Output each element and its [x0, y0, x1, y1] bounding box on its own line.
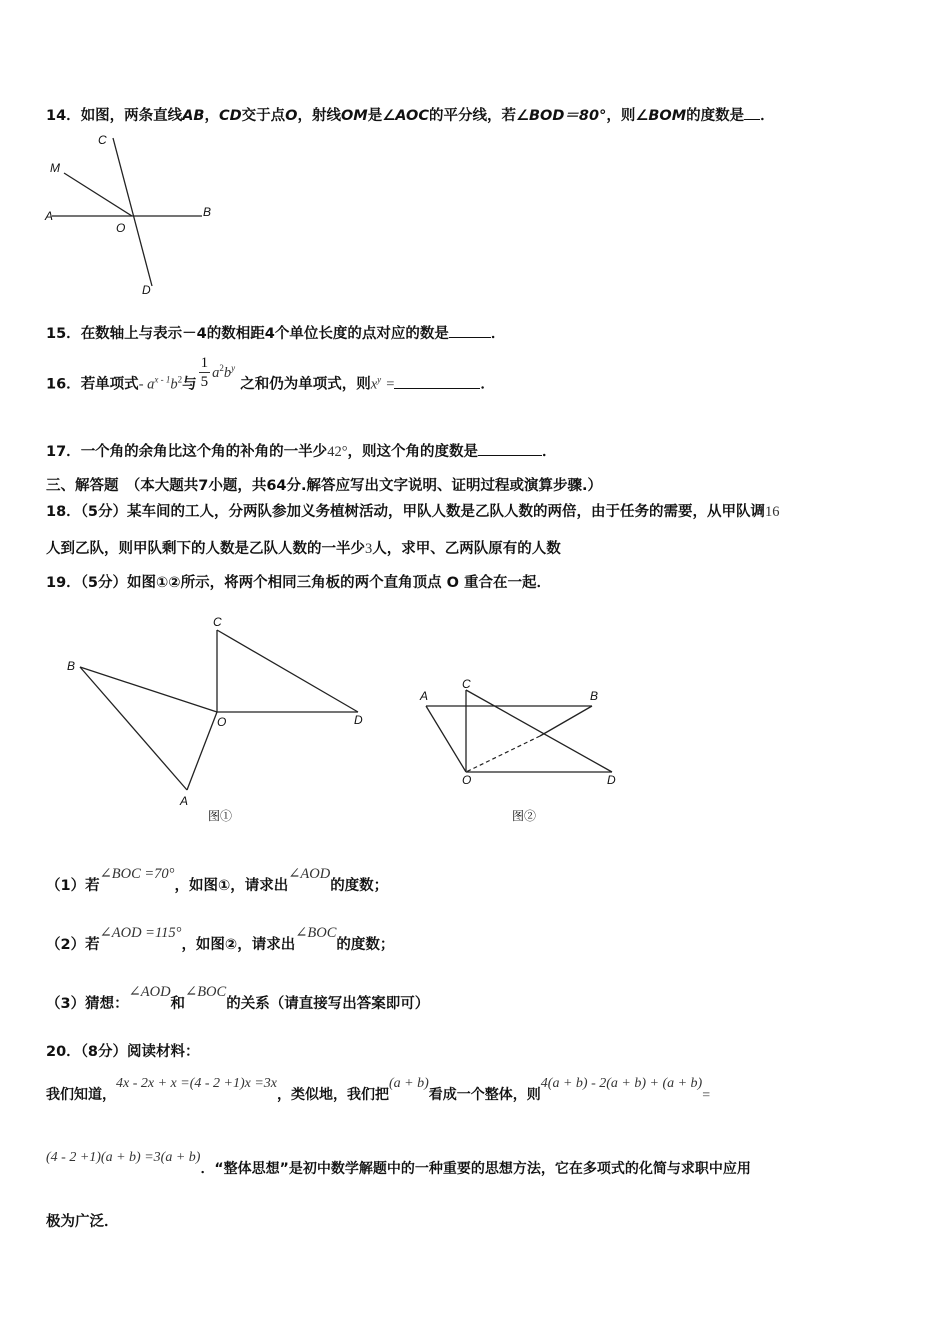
q14-text: 交于点 — [241, 108, 286, 124]
label-d: D — [142, 283, 151, 297]
q18-score: （5分） — [80, 504, 128, 520]
segment-ob-solid — [540, 706, 592, 736]
q14-angle-bom: ∠BOM — [635, 108, 687, 124]
q17-answer-blank — [478, 443, 542, 456]
q16-expr1: - a — [138, 376, 155, 393]
segment-ao — [426, 706, 466, 772]
q14-answer-blank — [744, 107, 760, 120]
q20-text: 看成一个整体，则 — [428, 1087, 541, 1103]
q19-score: （5分） — [80, 575, 128, 591]
part-label: （2）若 — [46, 937, 100, 953]
segment-oa — [187, 712, 217, 790]
q16-exp1: x - 1 — [154, 374, 171, 385]
fraction-numerator: 1 — [200, 355, 209, 371]
label-o: O — [462, 773, 472, 787]
q16-xy: x — [370, 376, 378, 393]
part-text: ，如图②，请求出 — [181, 937, 296, 953]
fraction-denominator: 5 — [200, 374, 209, 390]
q14-text: 的平分线，若 — [429, 108, 516, 124]
q19-number: 19． — [46, 575, 81, 591]
q17-stem — [46, 440, 557, 461]
part-end: 的关系（请直接写出答案即可） — [226, 996, 430, 1012]
q16-fraction — [199, 354, 211, 391]
ray-om — [64, 173, 132, 216]
label-m: M — [50, 161, 60, 175]
label-c: C — [98, 133, 107, 147]
section3-heading: 三、解答题 （本大题共7小题，共64分.解答应写出文字说明、证明过程或演算步骤.） — [46, 478, 603, 494]
label-a: A — [45, 209, 54, 223]
label-d: D — [607, 773, 616, 787]
q16-exp2b: y — [231, 362, 236, 373]
part-end: 的度数； — [330, 878, 389, 894]
label-c: C — [213, 615, 222, 629]
q16-b1exp: 2 — [177, 374, 183, 385]
q18-n3: 3 — [365, 541, 373, 557]
q17-text: 一个角的余角比这个角的补角的一半少 — [80, 444, 328, 460]
q19-part1 — [46, 866, 389, 895]
q16-b1: b — [170, 376, 178, 393]
label-o: O — [217, 715, 227, 729]
label-a: A — [420, 689, 429, 703]
q20-line3 — [46, 1210, 119, 1231]
q20-stem — [46, 1040, 200, 1061]
q16-expr2: a — [212, 364, 220, 381]
q14-angle-aoc: ∠AOC — [382, 108, 429, 124]
q19-text: 如图①②所示，将两个相同三角板的两个直角顶点 O 重合在一起． — [127, 575, 552, 591]
q18-number: 18． — [46, 504, 81, 520]
q18-line2 — [46, 537, 561, 558]
q15-answer-blank — [449, 325, 491, 338]
q20-line2 — [46, 1150, 751, 1178]
q20-eq2: 4(a + b) - 2(a + b) + (a + b) — [540, 1076, 703, 1091]
q18-text: 人到乙队，则甲队剩下的人数是乙队人数的一半少 — [46, 541, 365, 557]
label-a: A — [180, 794, 189, 808]
label-b: B — [67, 659, 76, 673]
part-angle-a: ∠AOD — [128, 984, 171, 1000]
q16-eq: = — [386, 376, 395, 393]
fig1-caption: 图① — [208, 809, 233, 823]
q17-end: ． — [542, 444, 557, 460]
q20-eq2-end: = — [702, 1088, 711, 1103]
label-b: B — [203, 205, 212, 219]
q14-text: ，则 — [606, 108, 636, 124]
segment-cd — [217, 630, 358, 712]
q18-text: 人，求甲、乙两队原有的人数 — [372, 541, 561, 557]
q19-figure-2 — [412, 676, 632, 826]
q20-ab: (a + b) — [389, 1076, 429, 1091]
part-label: （3）猜想： — [46, 996, 129, 1012]
q16-text: 与 — [182, 376, 197, 393]
q18-n16: 16 — [765, 504, 780, 520]
q18-text: 某车间的工人，分两队参加义务植树活动，甲队人数是乙队人数的两倍，由于任务的需要，从甲队调 — [127, 504, 766, 520]
q14-number: 14． — [46, 108, 81, 124]
part-condition: ∠AOD =115° — [99, 925, 182, 941]
q18-line1 — [46, 500, 780, 521]
q20-title: 阅读材料： — [127, 1044, 200, 1060]
q14-stem — [46, 104, 775, 125]
q14-o: O — [285, 108, 298, 124]
q15-stem — [46, 322, 505, 343]
q20-text: ．“整体思想”是初中数学解题中的一种重要的思想方法，它在多项式的化简与求职中应用 — [200, 1161, 751, 1177]
q14-om: OM — [340, 108, 368, 124]
q20-text: 极为广泛． — [46, 1214, 119, 1230]
q17-number: 17． — [46, 444, 81, 460]
q16-number: 16． — [46, 376, 81, 393]
part-angle-b: ∠BOC — [185, 984, 227, 1000]
q19-figure-1 — [60, 612, 380, 827]
part-text: ，如图①，请求出 — [174, 878, 289, 894]
segment-ba — [80, 667, 187, 790]
q15-number: 15． — [46, 326, 81, 342]
q15-end: ． — [490, 326, 506, 342]
q16-text: 若单项式 — [80, 376, 139, 393]
q14-text: 的度数是 — [686, 108, 745, 124]
q16-text: 之和仍为单项式，则 — [240, 376, 371, 393]
line-cd — [113, 138, 152, 286]
q14-text: 如图，两条直线 — [80, 108, 183, 124]
fig2-caption: 图② — [512, 809, 537, 823]
q14-end: ． — [760, 108, 775, 124]
part-condition: ∠BOC =70° — [99, 866, 175, 882]
q16-answer-blank — [394, 376, 480, 389]
q20-eq3: (4 - 2 +1)(a + b) =3(a + b) — [46, 1150, 201, 1165]
q19-stem — [46, 571, 551, 592]
q20-score: （8分） — [80, 1044, 128, 1060]
q14-text: ，射线 — [297, 108, 341, 124]
q16-stem — [46, 355, 495, 403]
q19-part3 — [46, 984, 430, 1013]
part-end: 的度数； — [336, 937, 395, 953]
q14-figure — [40, 128, 230, 298]
q19-part2 — [46, 925, 395, 954]
q14-sep: ， — [204, 108, 219, 124]
q16-b2: b — [223, 364, 232, 381]
q16-xy-exp: y — [377, 374, 382, 385]
part-target: ∠AOD — [288, 866, 331, 882]
label-b: B — [590, 689, 599, 703]
q14-angle-bod: ∠BOD＝80° — [516, 108, 607, 124]
q20-text: ，类似地，我们把 — [277, 1087, 390, 1103]
part-label: （1）若 — [46, 878, 100, 894]
q17-angle: 42° — [327, 444, 348, 460]
q20-text: 我们知道， — [46, 1087, 116, 1103]
q20-line1 — [46, 1076, 711, 1104]
label-d: D — [354, 713, 363, 727]
q16-exp2a: 2 — [219, 362, 224, 373]
part-target: ∠BOC — [295, 925, 337, 941]
q14-cd: CD — [218, 108, 242, 124]
q16-end: ． — [480, 376, 495, 393]
segment-ob-dashed — [466, 736, 540, 772]
label-o: O — [116, 221, 126, 235]
q14-ab: AB — [182, 108, 205, 124]
q20-eq1: 4x - 2x + x =(4 - 2 +1)x =3x — [116, 1076, 278, 1091]
q14-text: 是 — [367, 108, 383, 124]
q20-number: 20． — [46, 1044, 81, 1060]
label-c: C — [462, 677, 471, 691]
part-text: 和 — [170, 996, 186, 1012]
segment-ob — [80, 667, 217, 712]
q17-text: ，则这个角的度数是 — [347, 444, 478, 460]
q15-text: 在数轴上与表示－4的数相距4个单位长度的点对应的数是 — [80, 326, 449, 342]
